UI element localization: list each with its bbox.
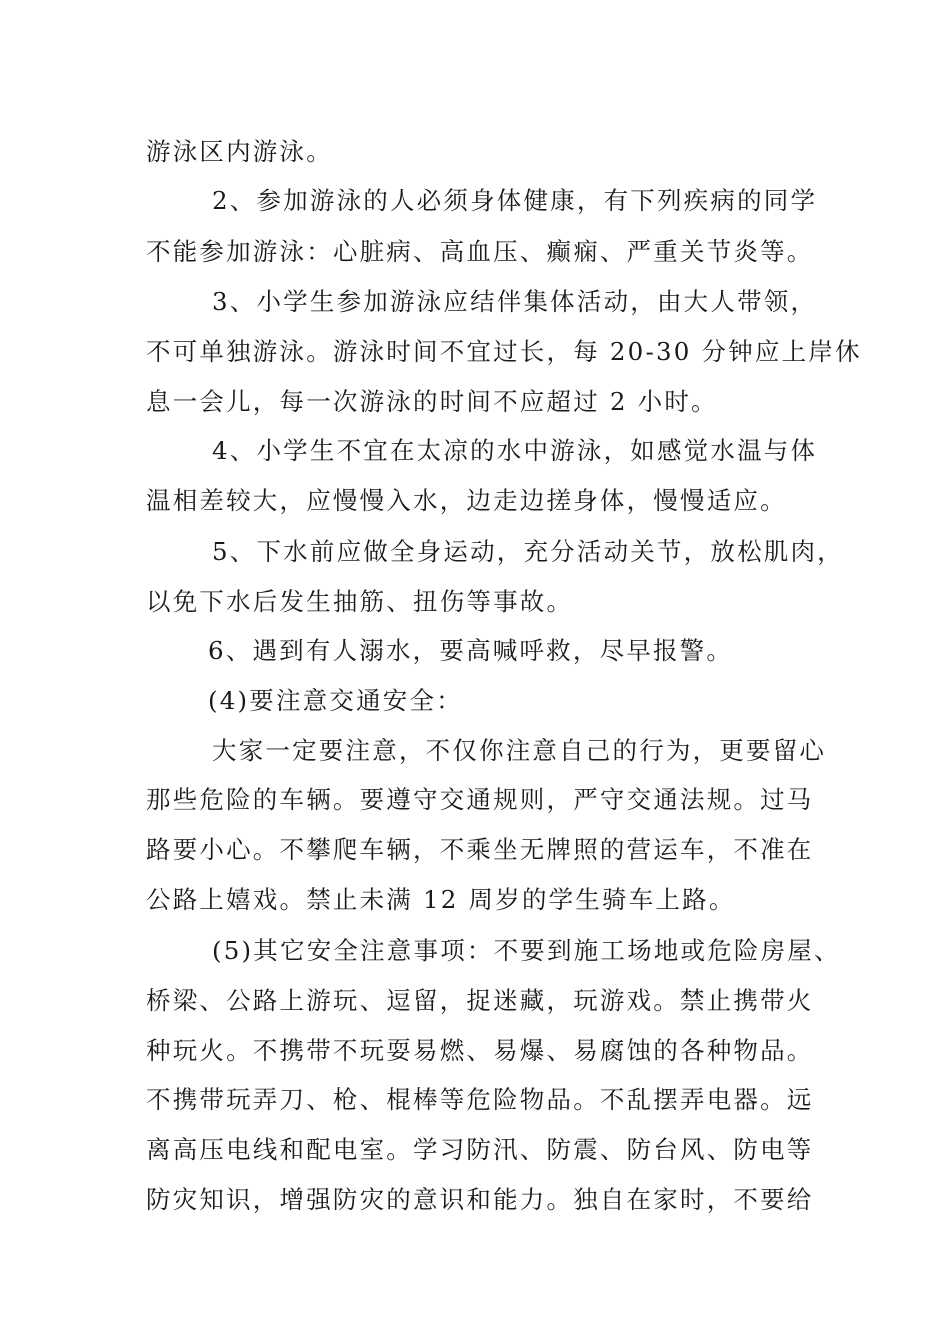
text-line: 3、小学生参加游泳应结伴集体活动，由大人带领， <box>212 287 818 316</box>
text-line: 那些危险的车辆。要遵守交通规则，严守交通法规。过马 <box>146 785 814 814</box>
text-line: 路要小心。不攀爬车辆，不乘坐无牌照的营运车，不准在 <box>146 835 814 864</box>
text-line: 离高压电线和配电室。学习防汛、防震、防台风、防电等 <box>146 1135 814 1164</box>
text-line: 5、下水前应做全身运动，充分活动关节，放松肌肉， <box>212 537 844 566</box>
text-line: 息一会儿，每一次游泳的时间不应超过 2 小时。 <box>146 387 718 416</box>
text-line: 游泳区内游泳。 <box>146 137 333 166</box>
text-line: 不携带玩弄刀、枪、棍棒等危险物品。不乱摆弄电器。远 <box>146 1085 814 1114</box>
text-line: 大家一定要注意，不仅你注意自己的行为，更要留心 <box>212 736 827 765</box>
text-line: 种玩火。不携带不玩耍易燃、易爆、易腐蚀的各种物品。 <box>146 1036 814 1065</box>
text-line: 不能参加游泳：心脏病、高血压、癫痫、严重关节炎等。 <box>146 237 814 266</box>
text-line: 桥梁、公路上游玩、逗留，捉迷藏，玩游戏。禁止携带火 <box>146 986 814 1015</box>
text-line: 公路上嬉戏。禁止未满 12 周岁的学生骑车上路。 <box>146 885 736 914</box>
text-line: 6、遇到有人溺水，要高喊呼救，尽早报警。 <box>208 636 734 665</box>
text-line: (5)其它安全注意事项：不要到施工场地或危险房屋、 <box>212 936 841 965</box>
text-line: 2、参加游泳的人必须身体健康，有下列疾病的同学 <box>212 186 818 215</box>
text-line: 以免下水后发生抽筋、扭伤等事故。 <box>146 587 574 616</box>
text-line: 不可单独游泳。游泳时间不宜过长，每 20-30 分钟应上岸休 <box>146 337 862 366</box>
section-heading: (4)要注意交通安全： <box>208 686 463 715</box>
text-line: 温相差较大，应慢慢入水，边走边搓身体，慢慢适应。 <box>146 486 787 515</box>
text-line: 防灾知识，增强防灾的意识和能力。独自在家时，不要给 <box>146 1185 814 1214</box>
text-line: 4、小学生不宜在太凉的水中游泳，如感觉水温与体 <box>212 436 818 465</box>
